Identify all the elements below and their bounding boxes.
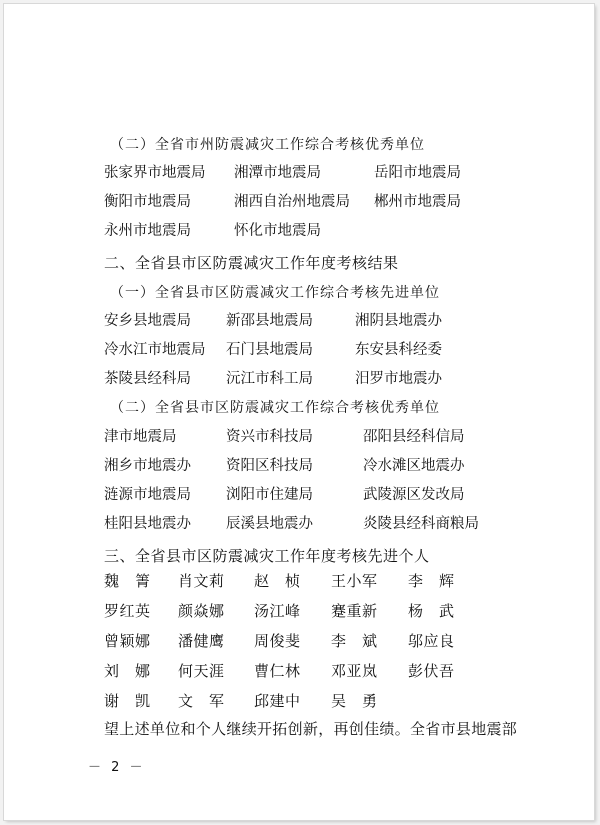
unit-name: 郴州市地震局 [374,194,461,210]
county-excellent-heading: （二）全省县市区防震减灾工作综合考核优秀单位 [110,400,440,416]
unit-name: 浏阳市住建局 [226,487,313,503]
unit-name: 岳阳市地震局 [374,165,461,181]
person-name: 李 斌 [331,632,378,650]
unit-name-row [0,338,600,362]
person-name: 何天涯 [178,662,225,680]
person-name: 王小军 [331,572,378,590]
person-name: 蹇重新 [331,602,378,620]
unit-name: 衡阳市地震局 [104,194,191,210]
person-name: 颜焱娜 [178,602,225,620]
person-name: 肖文莉 [178,572,225,590]
unit-name-row [0,512,600,536]
unit-name: 津市地震局 [104,429,177,445]
unit-name-row [0,309,600,333]
individuals-heading: 三、全省县市区防震减灾工作年度考核先进个人 [104,547,430,565]
unit-name-row [0,367,600,391]
person-name: 文 军 [178,692,225,710]
person-name-row [0,660,600,684]
unit-name: 湘潭市地震局 [234,165,321,181]
unit-name: 湘乡市地震办 [104,458,191,474]
unit-name: 湘阴县地震办 [355,313,442,329]
unit-name: 武陵源区发改局 [363,487,465,503]
person-name: 邬应良 [408,632,455,650]
person-name-row [0,690,600,714]
page-number: － 2 － [88,760,146,775]
person-name: 刘 娜 [104,662,151,680]
unit-name: 茶陵县经科局 [104,371,191,387]
unit-name-row [0,219,600,243]
person-name: 赵 桢 [254,572,301,590]
unit-name: 湘西自治州地震局 [234,194,350,210]
unit-name: 安乡县地震局 [104,313,191,329]
person-name: 彭伏吾 [408,662,455,680]
closing-text: 望上述单位和个人继续开拓创新，再创佳绩。全省市县地震部 [104,720,518,738]
person-name: 魏 箐 [104,572,151,590]
person-name: 吴 勇 [331,692,378,710]
person-name: 曾颖娜 [104,632,151,650]
person-name: 罗红英 [104,602,151,620]
unit-name: 冷水江市地震局 [104,342,206,358]
unit-name-row [0,190,600,214]
unit-name: 涟源市地震局 [104,487,191,503]
person-name: 邓亚岚 [331,662,378,680]
unit-name: 炎陵县经科商粮局 [363,516,479,532]
city-excellent-heading: （二）全省市州防震减灾工作综合考核优秀单位 [110,137,425,153]
unit-name: 汨罗市地震办 [355,371,442,387]
unit-name: 桂阳县地震办 [104,516,191,532]
unit-name: 冷水滩区地震办 [363,458,465,474]
unit-name: 资兴市科技局 [226,429,313,445]
unit-name-row [0,425,600,449]
person-name-row [0,600,600,624]
unit-name: 东安县科经委 [355,342,442,358]
person-name-row [0,630,600,654]
unit-name: 永州市地震局 [104,223,191,239]
person-name: 曹仁林 [254,662,301,680]
person-name: 潘健鹰 [178,632,225,650]
person-name: 周俊斐 [254,632,301,650]
unit-name: 沅江市科工局 [226,371,313,387]
unit-name: 怀化市地震局 [234,223,321,239]
unit-name-row [0,161,600,185]
unit-name-row [0,483,600,507]
county-results-heading: 二、全省县市区防震减灾工作年度考核结果 [104,254,399,272]
person-name: 邱建中 [254,692,301,710]
person-name-row [0,570,600,594]
unit-name: 张家界市地震局 [104,165,206,181]
unit-name-row [0,454,600,478]
county-advanced-heading: （一）全省县市区防震减灾工作综合考核先进单位 [110,285,440,301]
person-name: 杨 武 [408,602,455,620]
person-name: 汤江峰 [254,602,301,620]
unit-name: 资阳区科技局 [226,458,313,474]
unit-name: 石门县地震局 [226,342,313,358]
person-name: 李 辉 [408,572,455,590]
unit-name: 辰溪县地震办 [226,516,313,532]
unit-name: 新邵县地震局 [226,313,313,329]
unit-name: 邵阳县经科信局 [363,429,465,445]
person-name: 谢 凯 [104,692,151,710]
